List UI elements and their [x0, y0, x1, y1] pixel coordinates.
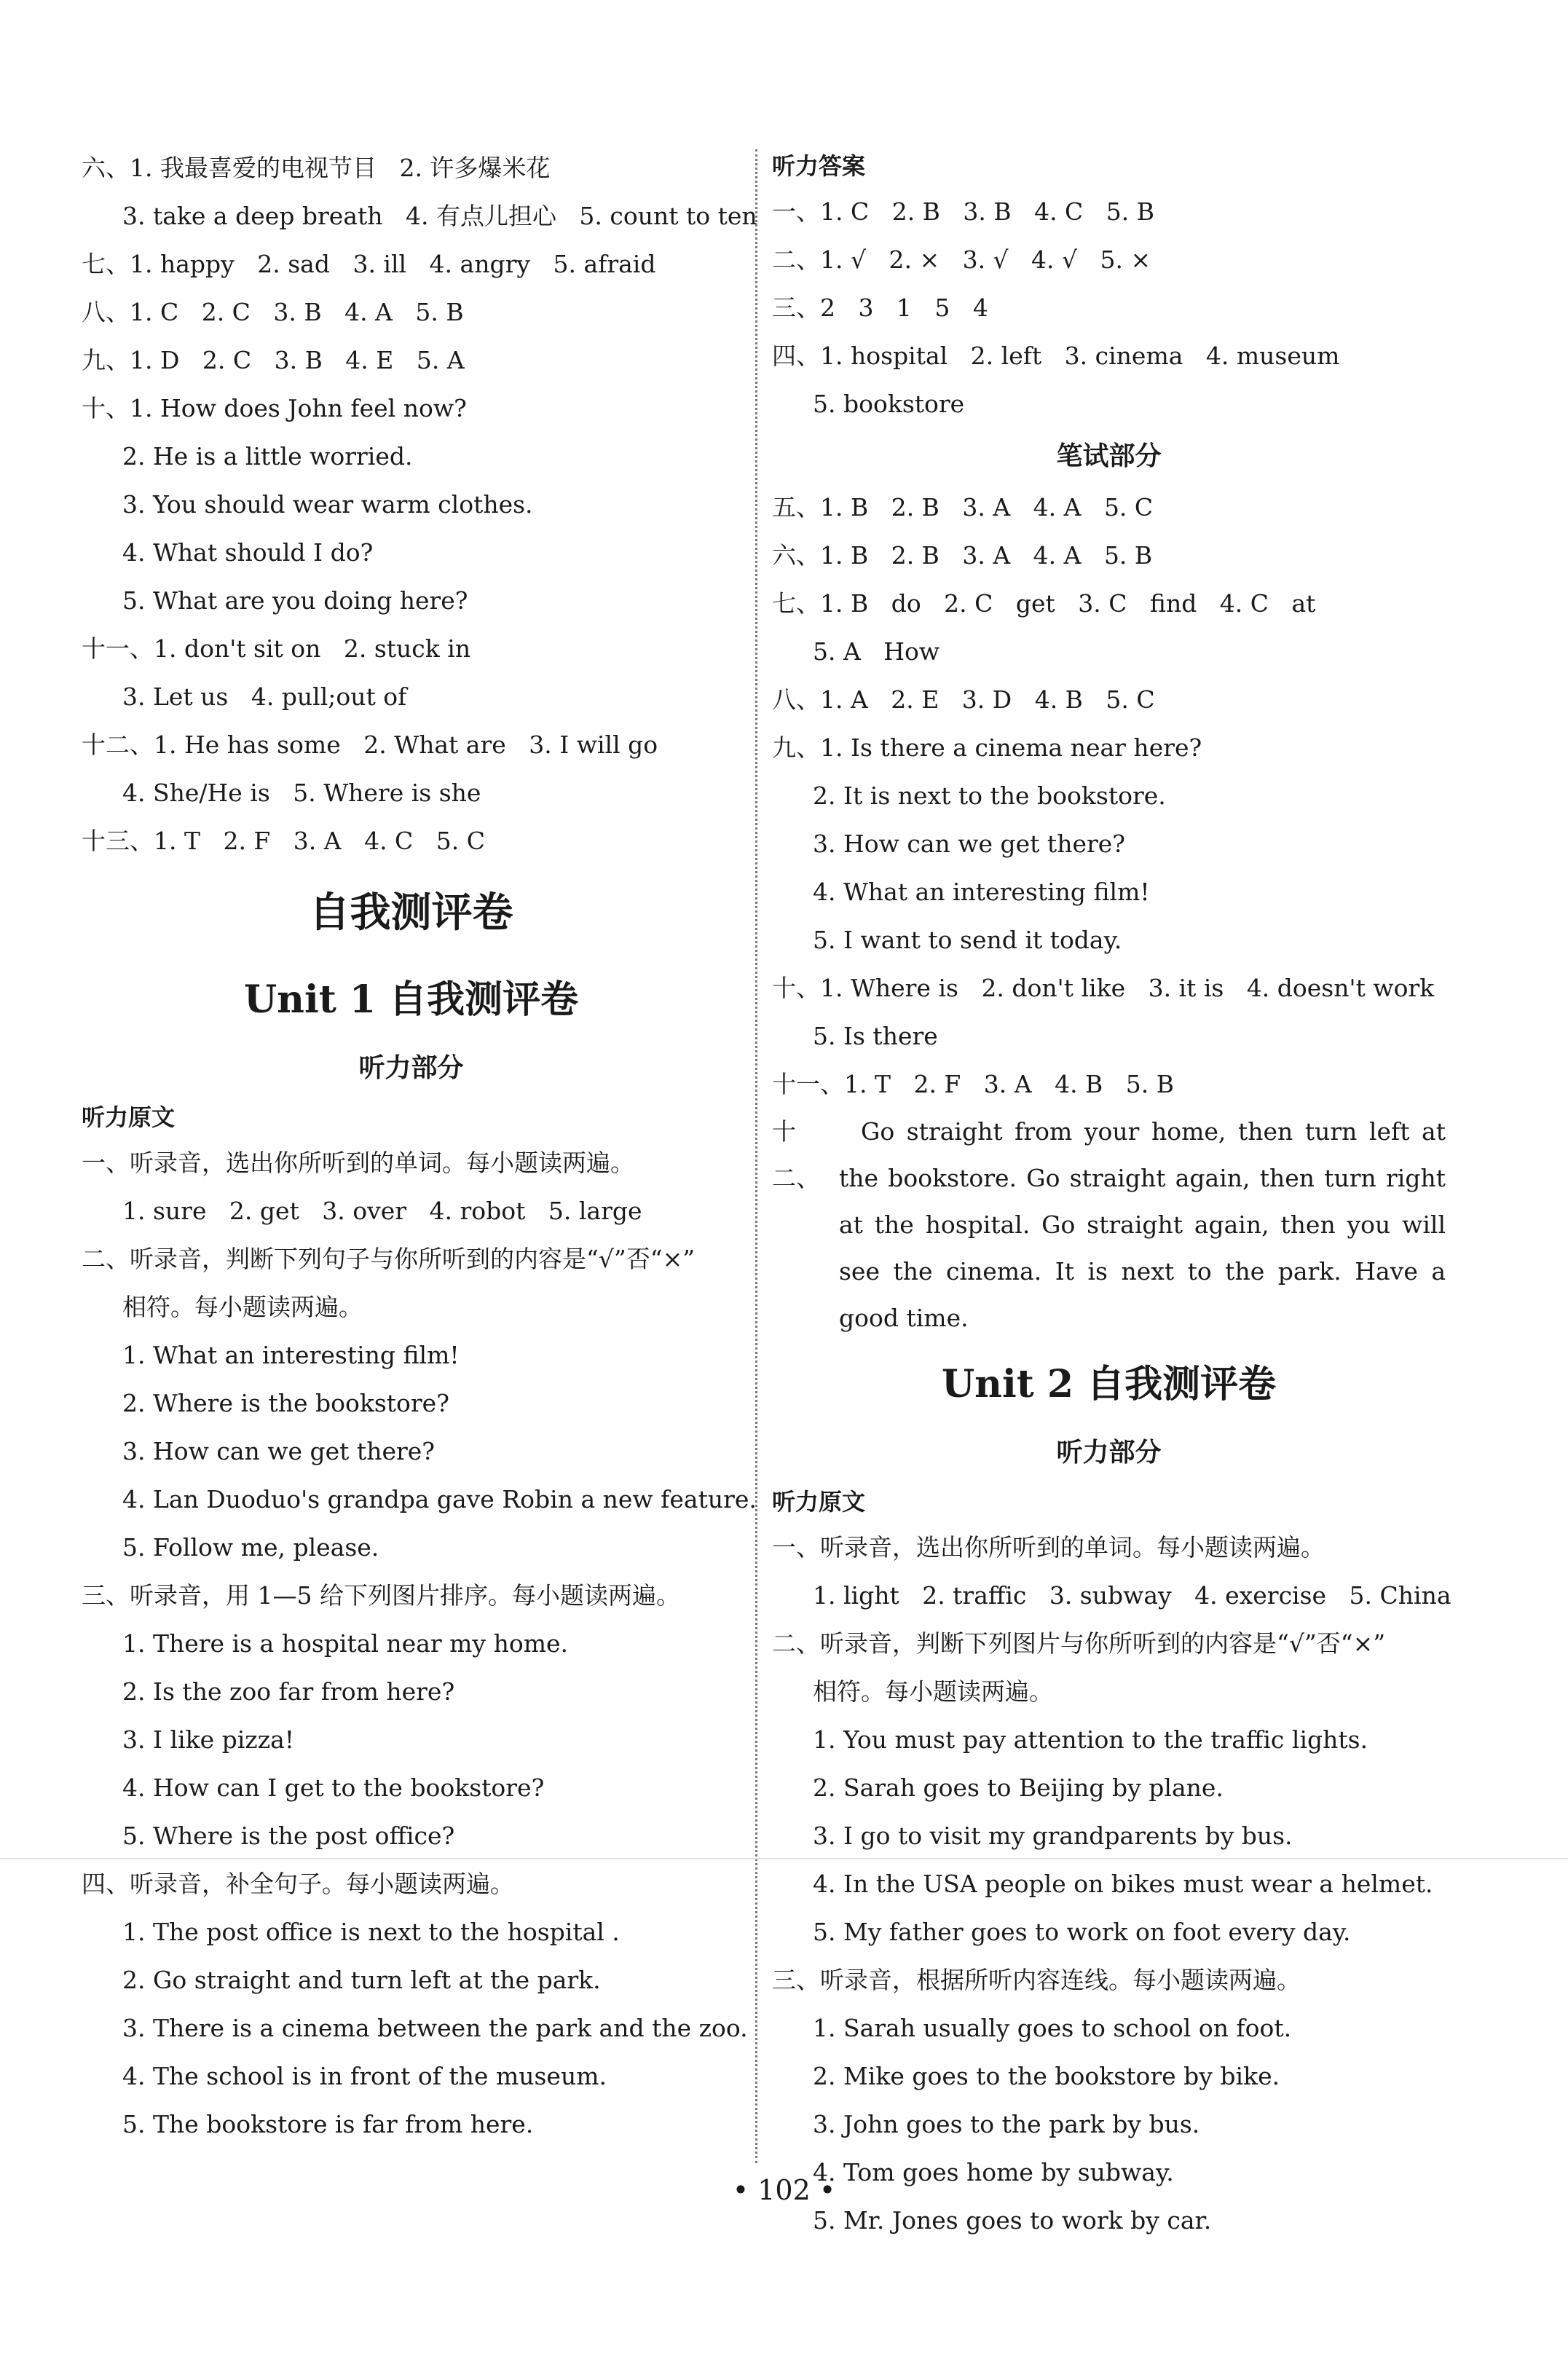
unit-1-listening-script — [82, 1139, 757, 2149]
text-line: 5. The bookstore is far from here. — [122, 2110, 534, 2138]
text-line: 5. Is there — [813, 1022, 938, 1050]
text-line: 4. In the USA people on bikes must wear a helmet. — [813, 1870, 1433, 1898]
listening-answers — [772, 188, 1446, 428]
unit-2-script-heading: 听力原文 — [772, 1488, 866, 1516]
text-line: 4. What an interesting film! — [813, 878, 1150, 906]
listening-script-heading: 听力原文 — [82, 1103, 176, 1131]
text-line: 十、1. Where is 2. don't like 3. it is 4. doesn't work — [772, 974, 1435, 1002]
text-line: 三、听录音，用 1—5 给下列图片排序。每小题读两遍。 — [82, 1581, 680, 1610]
text-line: 4. The school is in front of the museum. — [122, 2062, 607, 2090]
text-line: 三、听录音，根据所听内容连线。每小题读两遍。 — [772, 1966, 1301, 1994]
text-line: 3. You should wear warm clothes. — [122, 490, 533, 519]
text-line: 八、1. C 2. C 3. B 4. A 5. B — [82, 298, 464, 326]
text-line: 十一、1. T 2. F 3. A 4. B 5. B — [772, 1070, 1174, 1098]
text-line: 5. I want to send it today. — [813, 926, 1122, 954]
text-line: 六、1. 我最喜爱的电视节目 2. 许多爆米花 — [82, 154, 551, 182]
text-line: 4. Lan Duoduo's grandpa gave Robin a new feature. — [122, 1485, 757, 1513]
written-section-heading: 笔试部分 — [1056, 441, 1162, 471]
text-line: 2. Mike goes to the bookstore by bike. — [813, 2062, 1280, 2090]
text-line: 2. Sarah goes to Beijing by plane. — [813, 1773, 1224, 1802]
text-line: 四、听录音，补全句子。每小题读两遍。 — [82, 1870, 514, 1898]
text-line: 七、1. B do 2. C get 3. C find 4. C at — [772, 589, 1316, 618]
text-line: 一、听录音，选出你所听到的单词。每小题读两遍。 — [82, 1149, 634, 1177]
unit-1-heading: Unit 1 自我测评卷 — [243, 977, 579, 1022]
text-line: 二、听录音，判断下列图片与你所听到的内容是“√”否“×” — [772, 1629, 1386, 1658]
main-heading: 自我测评卷 — [309, 889, 513, 937]
text-line: 1. light 2. traffic 3. subway 4. exercise 5. China — [813, 1581, 1451, 1610]
text-line: 4. Tom goes home by subway. — [813, 2158, 1174, 2186]
question-12-block — [772, 1109, 1446, 1342]
listening-answers-heading: 听力答案 — [772, 152, 866, 180]
text-line: 九、1. D 2. C 3. B 4. E 5. A — [82, 346, 465, 374]
text-line: 2. Where is the bookstore? — [122, 1389, 449, 1417]
text-line: 3. I go to visit my grandparents by bus. — [813, 1822, 1293, 1850]
text-line: 三、2 3 1 5 4 — [772, 294, 988, 322]
text-line: 2. He is a little worried. — [122, 442, 413, 471]
text-line: 一、听录音，选出你所听到的单词。每小题读两遍。 — [772, 1533, 1325, 1562]
text-line: 七、1. happy 2. sad 3. ill 4. angry 5. afraid — [82, 250, 656, 278]
text-line: 2. It is next to the bookstore. — [813, 781, 1166, 810]
text-line: 一、1. C 2. B 3. B 4. C 5. B — [772, 197, 1155, 226]
text-line: 十二、1. He has some 2. What are 3. I will go — [82, 731, 658, 759]
text-line: 3. There is a cinema between the park and the zoo. — [122, 2014, 748, 2042]
text-line: 3. How can we get there? — [122, 1437, 435, 1465]
text-line: 1. Sarah usually goes to school on foot. — [813, 2014, 1292, 2042]
text-line: 九、1. Is there a cinema near here? — [772, 733, 1202, 762]
text-line: 1. The post office is next to the hospital . — [122, 1918, 620, 1946]
question-12-paragraph: Go straight from your home, then turn left at the bookstore. Go straight again, then turn right at the hospital. Go straight again, then you will see the cinema. It is next to the park. Have a good time. — [839, 1117, 1446, 1332]
text-line: 1. There is a hospital near my home. — [122, 1629, 568, 1658]
text-line: 3. I like pizza! — [122, 1725, 295, 1754]
column-divider — [755, 149, 757, 2163]
text-line: 3. take a deep breath 4. 有点儿担心 5. count to ten — [122, 202, 757, 230]
text-line: 八、1. A 2. E 3. D 4. B 5. C — [772, 685, 1155, 714]
text-line: 四、1. hospital 2. left 3. cinema 4. museum — [772, 342, 1340, 370]
right-column — [772, 144, 1451, 2245]
text-line: 相符。每小题读两遍。 — [122, 1293, 363, 1321]
text-line: 3. Let us 4. pull;out of — [122, 682, 407, 711]
text-line: 5. Follow me, please. — [122, 1533, 379, 1562]
text-line: 5. Where is the post office? — [122, 1822, 455, 1850]
unit-2-heading: Unit 2 自我测评卷 — [941, 1362, 1277, 1406]
page-number: • 102 • — [732, 2174, 836, 2206]
text-line: 3. How can we get there? — [813, 830, 1125, 858]
text-line: 4. How can I get to the bookstore? — [122, 1773, 545, 1802]
text-line: 十一、1. don't sit on 2. stuck in — [82, 634, 471, 663]
text-line: 5. Mr. Jones goes to work by car. — [813, 2206, 1212, 2235]
text-line: 1. sure 2. get 3. over 4. robot 5. large — [122, 1197, 642, 1225]
text-line: 1. You must pay attention to the traffic lights. — [813, 1725, 1368, 1754]
text-line: 二、听录音，判断下列句子与你所听到的内容是“√”否“×” — [82, 1245, 696, 1273]
question-12-label: 十二、 — [772, 1117, 820, 1192]
left-column — [82, 144, 757, 2149]
text-line: 1. What an interesting film! — [122, 1341, 460, 1369]
text-line: 4. She/He is 5. Where is she — [122, 779, 481, 807]
text-line: 4. What should I do? — [122, 538, 374, 567]
text-line: 5. What are you doing here? — [122, 586, 468, 615]
left-answer-lines — [82, 144, 757, 865]
unit-2-listening-script — [772, 1524, 1451, 2245]
text-line: 3. John goes to the park by bus. — [813, 2110, 1200, 2138]
unit-2-listening-heading: 听力部分 — [1056, 1437, 1162, 1468]
text-line: 5. A How — [813, 637, 940, 666]
text-line: 六、1. B 2. B 3. A 4. A 5. B — [772, 541, 1153, 570]
listening-section-heading: 听力部分 — [358, 1052, 464, 1083]
text-line: 五、1. B 2. B 3. A 4. A 5. C — [772, 493, 1154, 521]
text-line: 2. Go straight and turn left at the park. — [122, 1966, 601, 1994]
text-line: 相符。每小题读两遍。 — [813, 1677, 1053, 1706]
written-answers — [772, 484, 1446, 1109]
text-line: 二、1. √ 2. × 3. √ 4. √ 5. × — [772, 245, 1151, 274]
text-line: 十三、1. T 2. F 3. A 4. C 5. C — [82, 827, 485, 855]
text-line: 5. My father goes to work on foot every day. — [813, 1918, 1351, 1946]
text-line: 2. Is the zoo far from here? — [122, 1677, 455, 1706]
text-line: 十、1. How does John feel now? — [82, 394, 467, 422]
text-line: 5. bookstore — [813, 390, 965, 418]
